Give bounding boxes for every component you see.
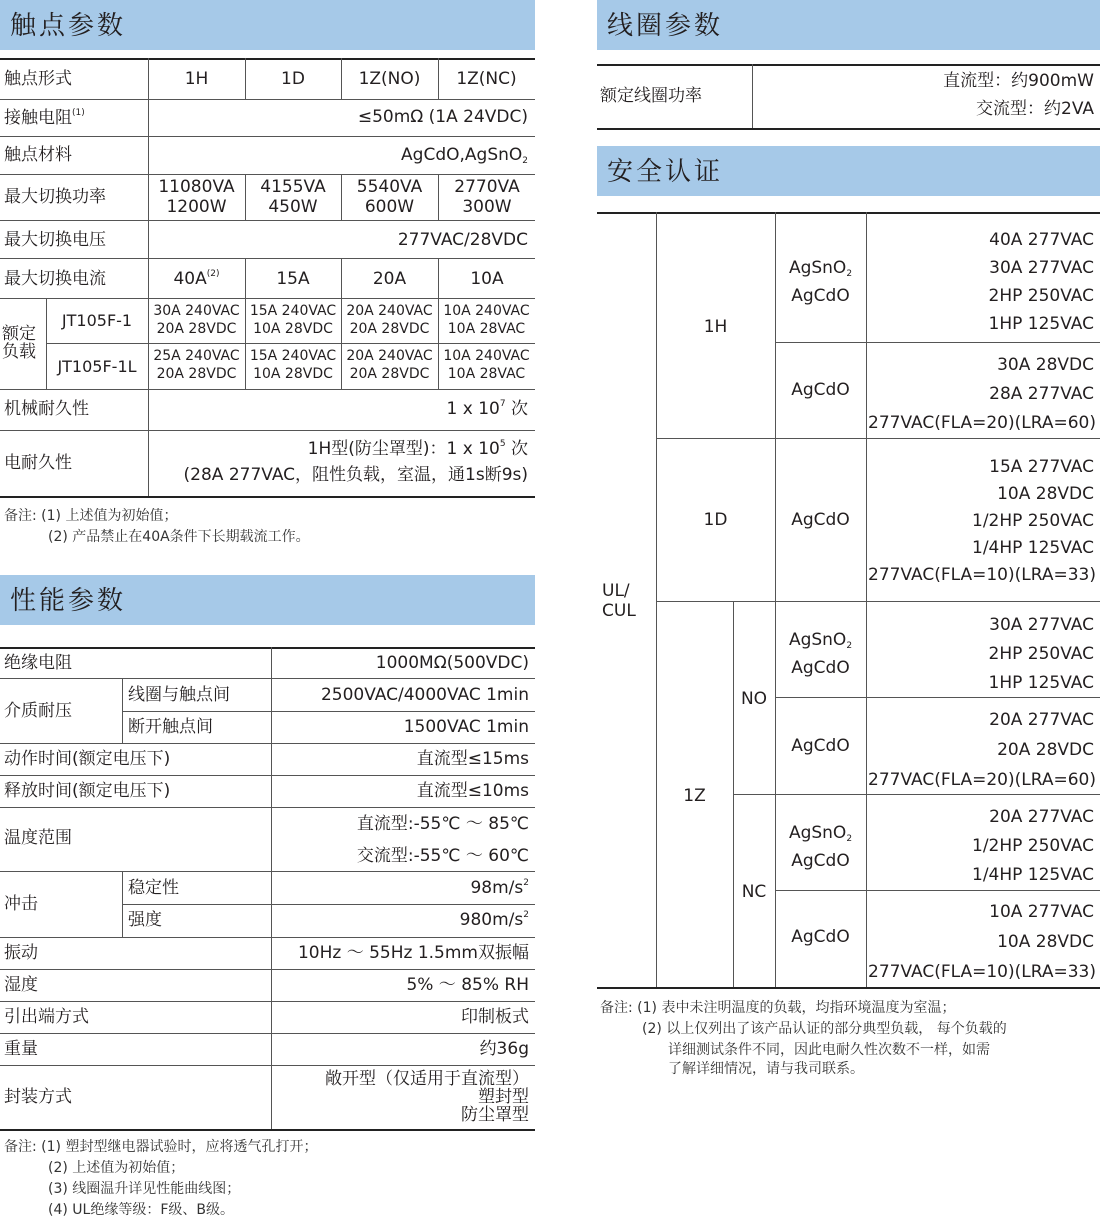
- load-1-1z-nc: 10A 240VAC 10A 28VAC: [443, 303, 530, 337]
- performance-note-2: (2) 上述值为初始值；: [48, 1160, 185, 1176]
- dielectric-coil-contact-value: 2500VAC/4000VAC 1min: [320, 685, 529, 705]
- load-2-1z-nc: 10A 240VAC 10A 28VAC: [443, 348, 530, 382]
- contact-material-label: 触点材料: [4, 145, 72, 165]
- safety-note-4: 了解详细情况，请与我司联系。: [668, 1061, 864, 1077]
- shock-stability-value: $98m/s^2$: [470, 878, 529, 898]
- terminal-label: 引出端方式: [4, 1007, 89, 1027]
- form-1d: 1D: [281, 69, 305, 89]
- safety-1d-materials: AgCdO: [791, 510, 850, 530]
- contact-current-label: 最大切换电流: [4, 269, 106, 289]
- safety-1d-loads: 15A 277VAC 10A 28VDC 1/2HP 250VAC 1/4HP 125VAC 277VAC(FLA=10)(LRA=33): [868, 457, 1096, 585]
- performance-note-1: 备注: (1) 塑封型继电器试验时，应将透气孔打开；: [4, 1139, 318, 1155]
- release-time-label: 释放时间(额定电压下): [4, 781, 171, 801]
- form-1z-no: 1Z(NO): [358, 69, 421, 89]
- safety-no-materials-2: AgCdO: [791, 736, 850, 756]
- load-1-1h: 30A 240VAC 20A 28VDC: [153, 303, 240, 337]
- temp-range-ac: 交流型:-55℃ ～ 60℃: [356, 846, 529, 866]
- contact-form-label: 触点形式: [4, 69, 72, 89]
- contact-resistance-value: ≤50mΩ (1A 24VDC): [357, 107, 528, 127]
- safety-no-materials-1: AgSnO$_2$ AgCdO: [788, 630, 853, 678]
- coil-power-label: 额定线圈功率: [600, 86, 702, 106]
- current-1h: $40A^{(2)}$: [173, 269, 220, 289]
- humidity-value: 5% ～ 85% RH: [406, 975, 529, 995]
- dielectric-open-contact-value: 1500VAC 1min: [403, 717, 529, 737]
- cert-ul-cul: UL/ CUL: [602, 581, 636, 621]
- mech-endurance-label: 机械耐久性: [4, 399, 89, 419]
- current-1d: 15A: [276, 269, 310, 289]
- contact-voltage-value: 277VAC/28VDC: [397, 230, 528, 250]
- weight-label: 重量: [4, 1039, 38, 1059]
- performance-header: 性能参数: [0, 575, 535, 625]
- safety-1z-label: 1Z: [683, 786, 706, 806]
- safety-nc-materials-2: AgCdO: [791, 927, 850, 947]
- safety-1h-label: 1H: [703, 317, 728, 337]
- operate-time-value: 直流型≤15ms: [416, 749, 529, 769]
- elec-endurance-line2: (28A 277VAC，阻性负载，室温，通1s断9s): [183, 465, 528, 485]
- humidity-label: 湿度: [4, 975, 38, 995]
- load-2-1z-no: 20A 240VAC 20A 28VDC: [346, 348, 433, 382]
- dielectric-label: 介质耐压: [4, 701, 72, 721]
- vibration-label: 振动: [4, 943, 38, 963]
- shock-strength-label: 强度: [128, 910, 162, 930]
- safety-no-label: NO: [740, 689, 768, 709]
- load-2-1h: 25A 240VAC 20A 28VDC: [153, 348, 240, 382]
- rated-load-label: 额定 负载: [2, 324, 36, 362]
- safety-note-2: (2) 以上仅列出了该产品认证的部分典型负载， 每个负载的: [642, 1021, 1007, 1037]
- contact-power-label: 最大切换功率: [4, 187, 106, 207]
- contact-resistance-label: 接触电阻$^{(1)}$: [4, 108, 85, 128]
- vibration-value: 10Hz ～ 55Hz 1.5mm双振幅: [297, 943, 529, 963]
- contact-material-value: AgCdO,AgSnO$_2$: [401, 145, 528, 166]
- load-2-1d: 15A 240VAC 10A 28VDC: [249, 348, 337, 382]
- contact-note-2: (2) 产品禁止在40A条件下长期载流工作。: [48, 529, 310, 545]
- safety-nc-loads-2: 10A 277VAC 10A 28VDC 277VAC(FLA=10)(LRA=33): [868, 902, 1096, 982]
- power-1z-nc: 2770VA 300W: [454, 177, 520, 217]
- safety-nc-loads-1: 20A 277VAC 1/2HP 250VAC 1/4HP 125VAC: [972, 807, 1094, 885]
- performance-note-4: (4) UL绝缘等级：F级、B级。: [48, 1202, 234, 1218]
- coil-power-dc: 直流型：约900mW: [943, 71, 1094, 91]
- safety-1h-loads-1: 40A 277VAC 30A 277VAC 2HP 250VAC 1HP 125VAC: [988, 230, 1094, 334]
- shock-label: 冲击: [4, 894, 38, 914]
- shock-stability-label: 稳定性: [128, 878, 179, 898]
- operate-time-label: 动作时间(额定电压下): [4, 749, 171, 769]
- package-label: 封装方式: [4, 1087, 72, 1107]
- safety-note-1: 备注: (1) 表中未注明温度的负载，均指环境温度为室温；: [600, 1000, 956, 1016]
- release-time-value: 直流型≤10ms: [416, 781, 529, 801]
- power-1z-no: 5540VA 600W: [356, 177, 423, 217]
- safety-no-loads-2: 20A 277VAC 20A 28VDC 277VAC(FLA=20)(LRA=60): [868, 710, 1096, 790]
- power-1h: 11080VA 1200W: [158, 177, 235, 217]
- load-1-1d: 15A 240VAC 10A 28VDC: [249, 303, 337, 337]
- power-1d: 4155VA 450W: [260, 177, 326, 217]
- terminal-value: 印制板式: [461, 1007, 529, 1027]
- coil-header: 线圈参数: [597, 0, 1100, 50]
- elec-endurance-label: 电耐久性: [4, 453, 72, 473]
- safety-1h-materials-2: AgCdO: [791, 380, 850, 400]
- temp-range-dc: 直流型:-55℃ ～ 85℃: [356, 814, 529, 834]
- form-1h: 1H: [184, 69, 209, 89]
- safety-1h-loads-2: 30A 28VDC 28A 277VAC 277VAC(FLA=20)(LRA=60): [868, 355, 1096, 433]
- current-1z-nc: 10A: [470, 269, 504, 289]
- safety-note-3: 详细测试条件不同，因此电耐久性次数不一样，如需: [668, 1042, 990, 1058]
- safety-nc-materials-1: AgSnO$_2$ AgCdO: [788, 823, 853, 871]
- dielectric-open-contact-label: 断开触点间: [128, 717, 213, 737]
- shock-strength-value: $980m/s^2$: [459, 910, 529, 930]
- performance-note-3: (3) 线圈温升详见性能曲线图；: [48, 1181, 241, 1197]
- load-1-1z-no: 20A 240VAC 20A 28VDC: [346, 303, 433, 337]
- safety-no-loads-1: 30A 277VAC 2HP 250VAC 1HP 125VAC: [988, 615, 1094, 693]
- load-model-1: JT105F-1: [61, 311, 133, 330]
- dielectric-coil-contact-label: 线圈与触点间: [128, 685, 230, 705]
- safety-header: 安全认证: [597, 146, 1100, 196]
- insulation-label: 绝缘电阻: [4, 653, 72, 673]
- safety-1h-materials-1: AgSnO$_2$ AgCdO: [788, 258, 853, 306]
- safety-1d-label: 1D: [703, 510, 728, 530]
- weight-value: 约36g: [479, 1039, 529, 1059]
- insulation-value: 1000MΩ(500VDC): [375, 653, 529, 673]
- contact-voltage-label: 最大切换电压: [4, 230, 106, 250]
- temp-range-label: 温度范围: [4, 828, 72, 848]
- contact-header: 触点参数: [0, 0, 535, 50]
- load-model-2: JT105F-1L: [57, 357, 137, 376]
- contact-note-1: 备注: (1) 上述值为初始值；: [4, 508, 178, 524]
- coil-power-ac: 交流型：约2VA: [976, 99, 1094, 119]
- safety-nc-label: NC: [741, 882, 767, 902]
- current-1z-no: 20A: [372, 269, 407, 289]
- form-1z-nc: 1Z(NC): [456, 69, 517, 89]
- mech-endurance-value: 1 x $10^7$ 次: [446, 399, 528, 419]
- package-values: 敞开型（仅适用于直流型） 塑封型 防尘罩型: [325, 1069, 529, 1125]
- elec-endurance-line1: 1H型(防尘罩型)：1 x $10^5$ 次: [307, 439, 528, 459]
